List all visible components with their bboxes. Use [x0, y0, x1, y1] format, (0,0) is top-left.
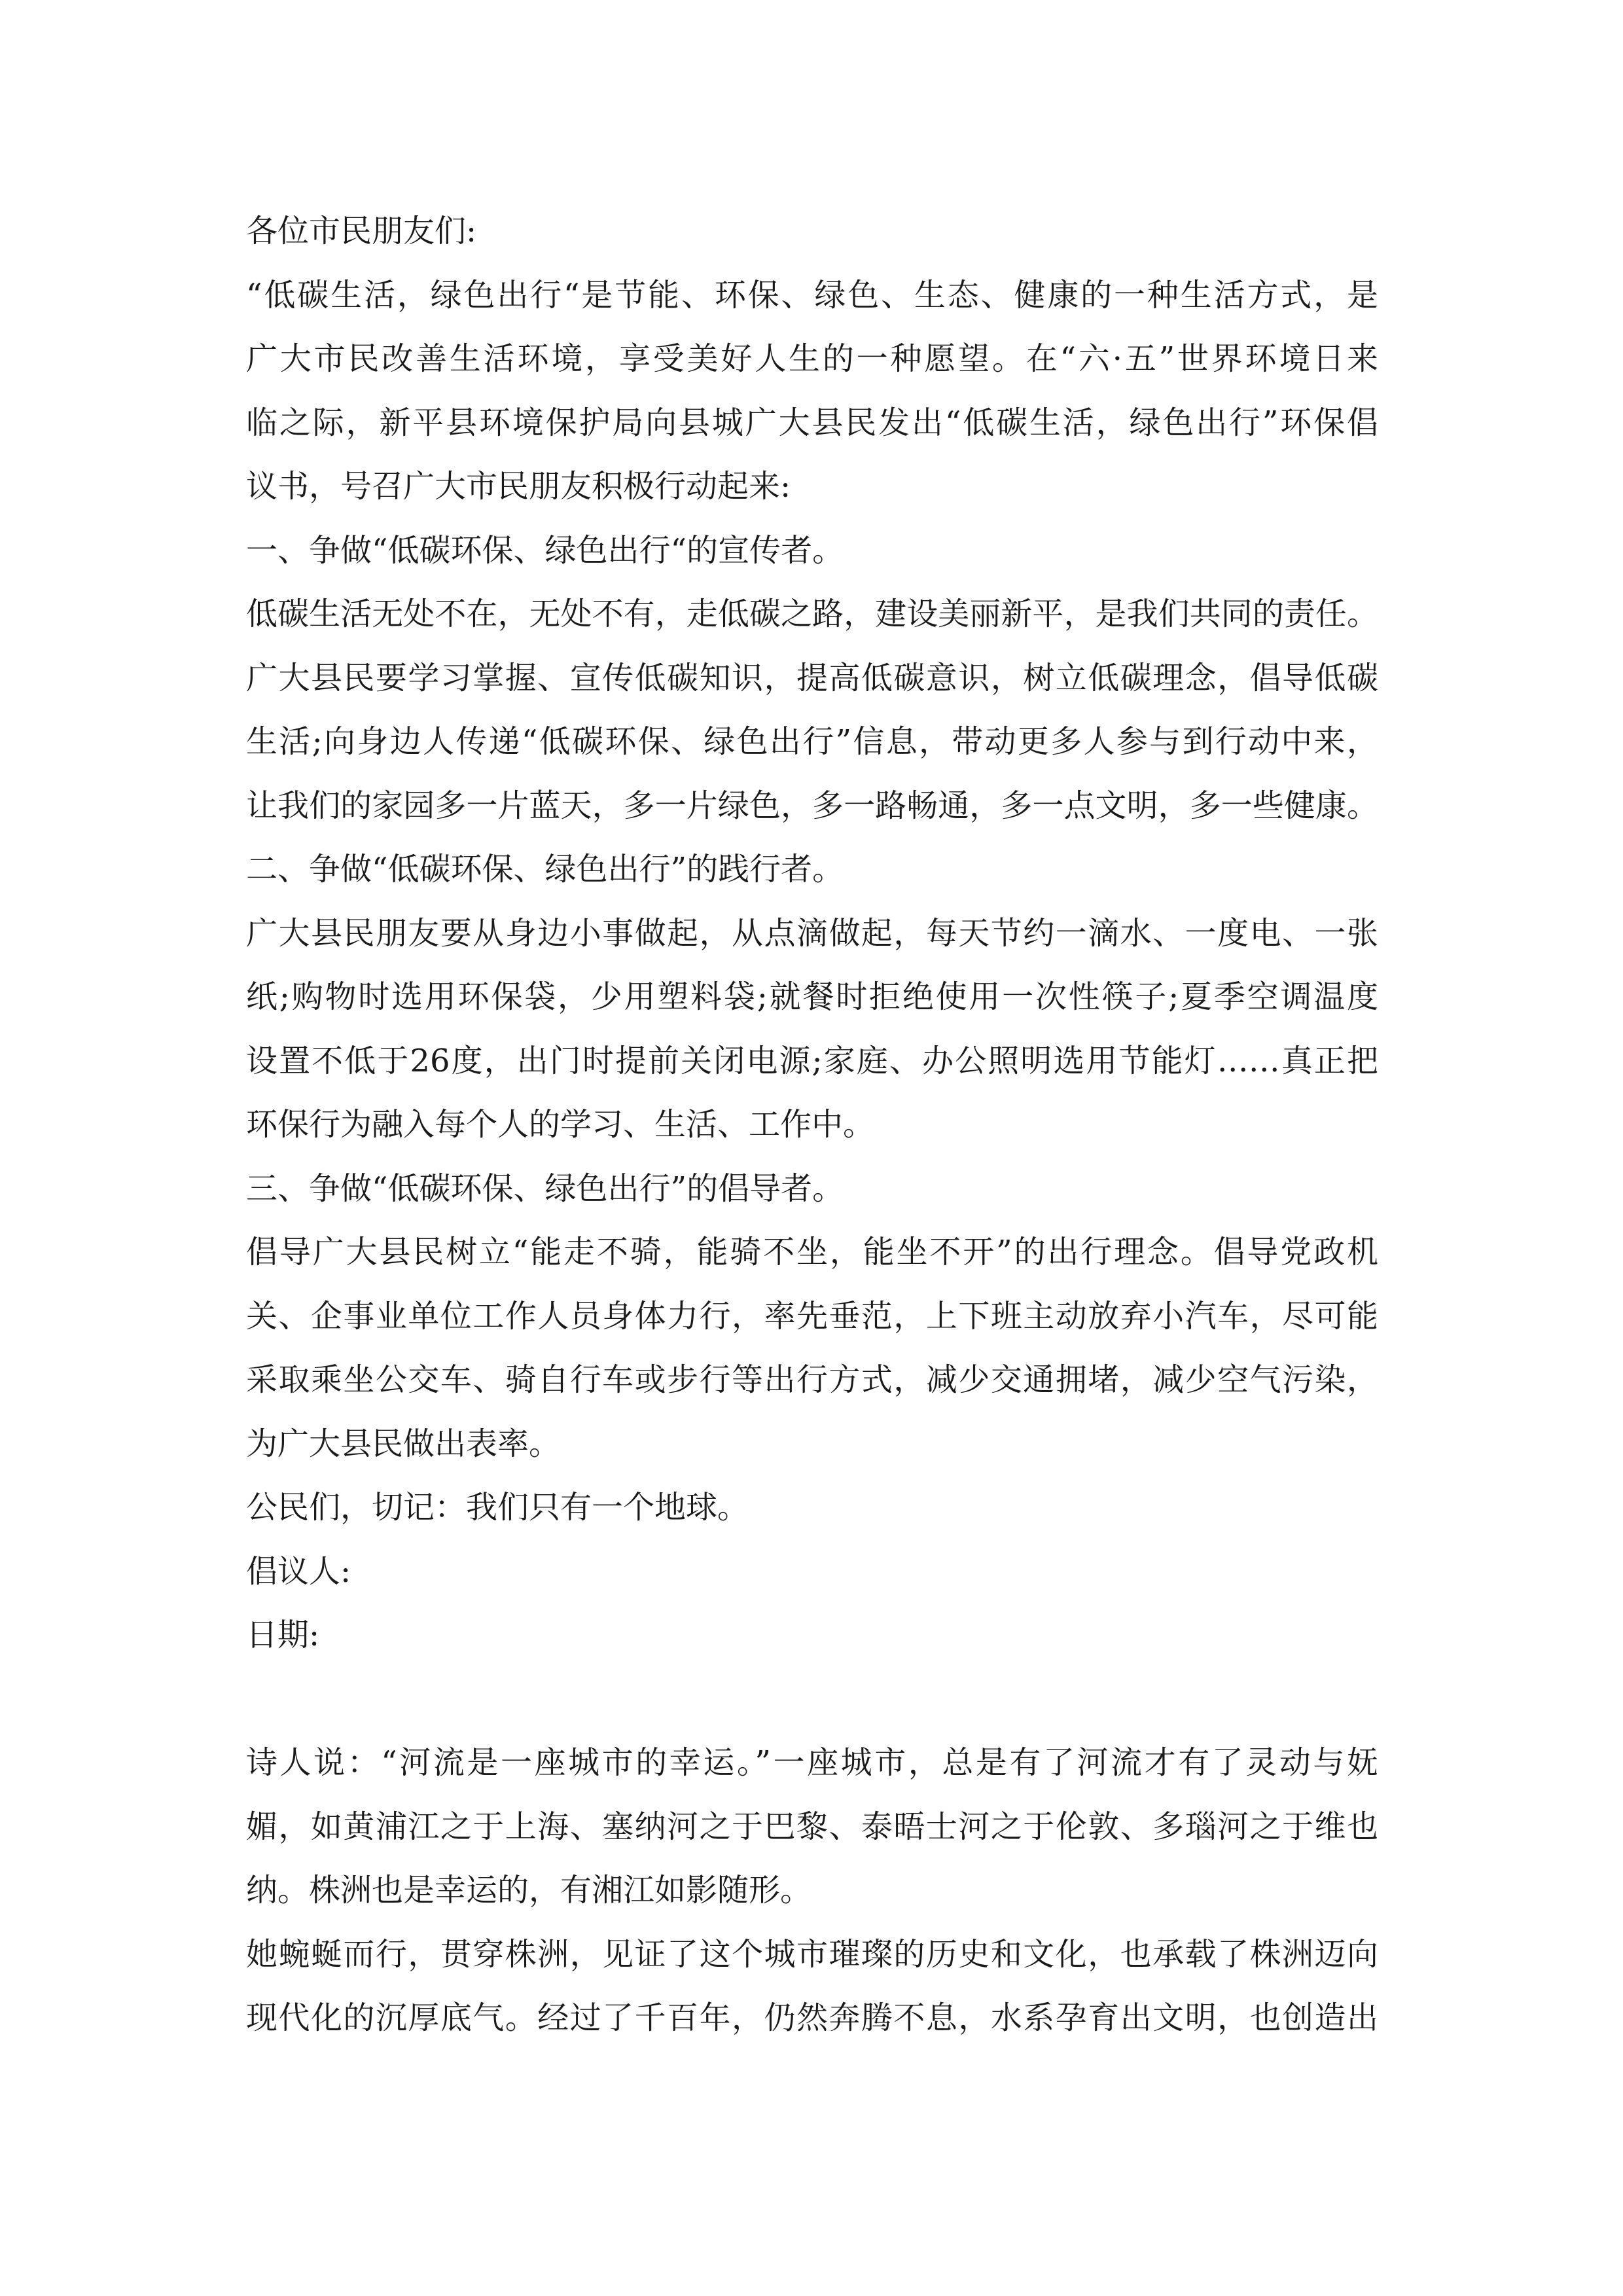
text-line: 让我们的家园多一片蓝天，多一片绿色，多一路畅通，多一点文明，多一些健康。: [246, 787, 1378, 824]
text-line: 广大县民要学习掌握、宣传低碳知识，提高低碳意识，树立低碳理念，倡导低碳: [246, 659, 1378, 696]
text-line: 为广大县民做出表率。: [246, 1425, 561, 1462]
text-line: 广大县民朋友要从身边小事做起，从点滴做起，每天节约一滴水、一度电、一张: [246, 914, 1378, 952]
text-line: 广大市民改善生活环境，享受美好人生的一种愿望。在“六·五”世界环境日来: [246, 340, 1378, 377]
text-line: “低碳生活，绿色出行“是节能、环保、绿色、生态、健康的一种生活方式，是: [246, 276, 1378, 314]
text-line: 三、争做“低碳环保、绿色出行”的倡导者。: [246, 1170, 844, 1207]
text-line: 现代化的沉厚底气。经过了千百年，仍然奔腾不息，水系孕育出文明，也创造出: [246, 2000, 1378, 2036]
text-line: 纸;购物时选用环保袋，少用塑料袋;就餐时拒绝使用一次性筷子;夏季空调温度: [246, 978, 1378, 1015]
text-line: 各位市民朋友们:: [246, 213, 477, 249]
text-line: 诗人说：“河流是一座城市的幸运。”一座城市，总是有了河流才有了灵动与妩: [246, 1744, 1378, 1781]
text-line: 倡导广大县民树立“能走不骑，能骑不坐，能坐不开”的出行理念。倡导党政机: [246, 1234, 1378, 1270]
text-line: 低碳生活无处不在，无处不有，走低碳之路，建设美丽新平，是我们共同的责任。: [246, 596, 1378, 632]
text-line: 倡议人:: [246, 1552, 351, 1590]
text-line: 媚，如黄浦江之于上海、塞纳河之于巴黎、泰晤士河之于伦敦、多瑙河之于维也: [246, 1808, 1378, 1845]
text-line: 临之际，新平县环境保护局向县城广大县民发出“低碳生活，绿色出行”环保倡: [246, 404, 1378, 441]
text-line: 一、争做“低碳环保、绿色出行“的宣传者。: [246, 531, 844, 569]
text-line: 议书，号召广大市民朋友积极行动起来:: [246, 468, 791, 505]
text-line: 设置不低于26度，出门时提前关闭电源;家庭、办公照明选用节能灯……真正把: [246, 1042, 1378, 1079]
text-line: 生活;向身边人传递“低碳环保、绿色出行”信息，带动更多人参与到行动中来，: [246, 723, 1378, 760]
text-line: 采取乘坐公交车、骑自行车或步行等出行方式，减少交通拥堵，减少空气污染，: [246, 1361, 1378, 1398]
text-line: 二、争做“低碳环保、绿色出行”的践行者。: [246, 851, 844, 888]
text-line: 日期:: [246, 1617, 320, 1653]
text-line: 她蜿蜒而行，贯穿株洲，见证了这个城市璀璨的历史和文化，也承载了株洲迈向: [246, 1935, 1378, 1973]
text-line: 公民们，切记：我们只有一个地球。: [246, 1489, 749, 1526]
document-body: [246, 200, 1378, 2051]
text-line: 纳。株洲也是幸运的，有湘江如影随形。: [246, 1872, 812, 1909]
text-line: 关、企事业单位工作人员身体力行，率先垂范，上下班主动放弃小汽车，尽可能: [246, 1297, 1378, 1335]
blank-line: [246, 1668, 1378, 1732]
text-line: 环保行为融入每个人的学习、生活、工作中。: [246, 1106, 875, 1143]
